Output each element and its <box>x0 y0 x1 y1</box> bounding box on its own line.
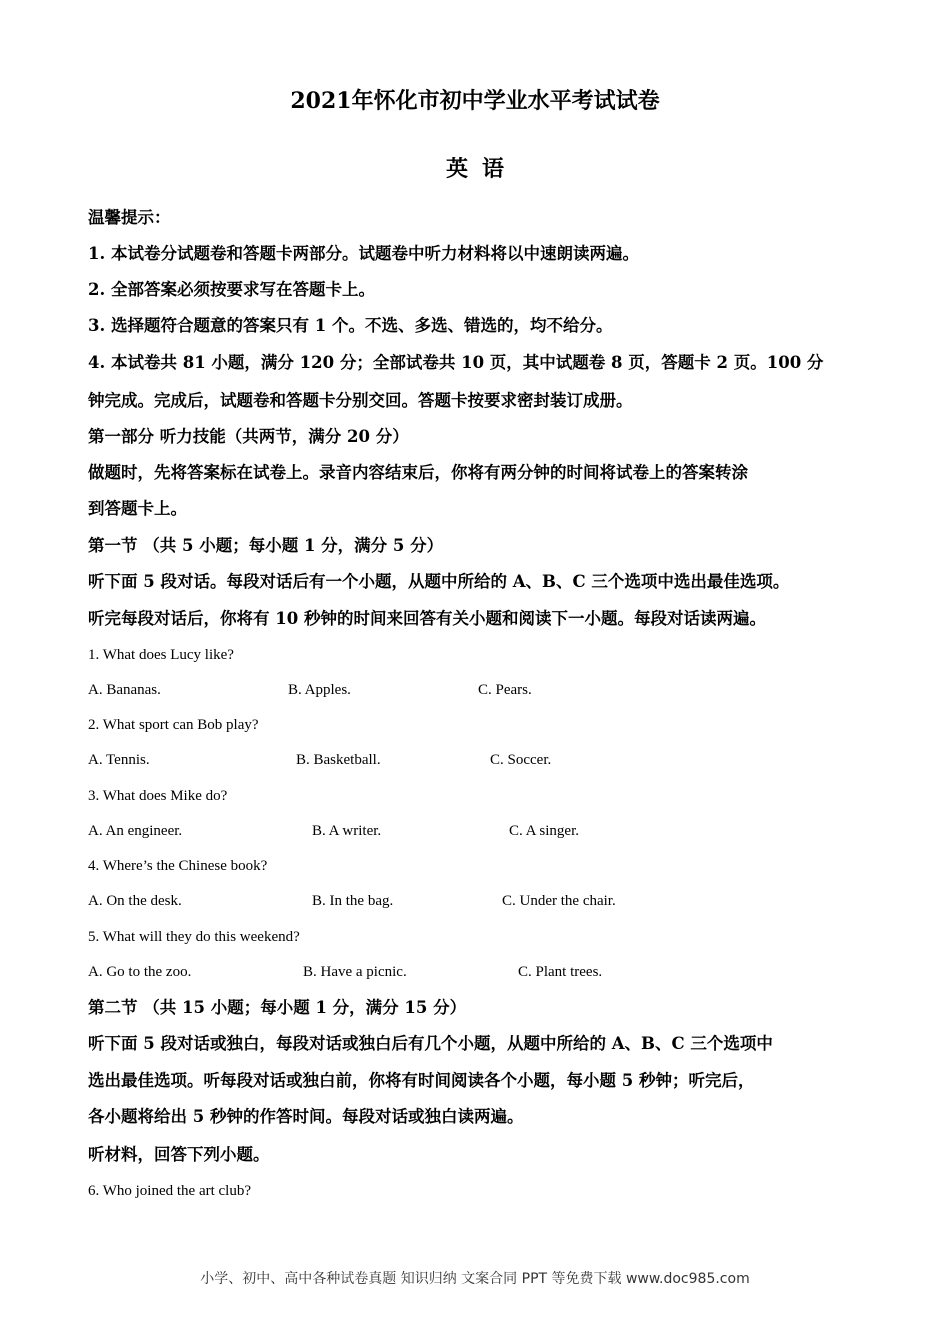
question-2: 2. What sport can Bob play? <box>88 717 259 733</box>
option-b: B. Have a picnic. <box>303 964 407 980</box>
option-b: B. Basketball. <box>296 752 381 768</box>
section2-prompt: 听材料，回答下列小题。 <box>88 1145 270 1164</box>
section2-desc: 选出最佳选项。听每段对话或独白前，你将有时间阅读各个小题，每小题 5 秒钟；听完后， <box>88 1071 755 1090</box>
section2-heading: 第二节 （共 15 小题；每小题 1 分，满分 15 分） <box>88 998 467 1017</box>
question-3: 3. What does Mike do? <box>88 788 228 804</box>
instructions-heading: 温馨提示： <box>88 208 171 227</box>
instruction-line: 钟完成。完成后，试题卷和答题卡分别交回。答题卡按要求密封装订成册。 <box>88 391 633 410</box>
section1-desc: 听完每段对话后，你将有 10 秒钟的时间来回答有关小题和阅读下一小题。每段对话读两遍。 <box>88 609 766 628</box>
option-c: C. Under the chair. <box>502 893 616 909</box>
question-1: 1. What does Lucy like? <box>88 647 234 663</box>
exam-title: 2021年怀化市初中学业水平考试试卷 <box>290 88 660 114</box>
part1-desc: 到答题卡上。 <box>88 499 187 518</box>
section1-heading: 第一节 （共 5 小题；每小题 1 分，满分 5 分） <box>88 536 444 555</box>
instruction-line: 3. 选择题符合题意的答案只有 1 个。不选、多选、错选的，均不给分。 <box>88 316 613 335</box>
option-c: C. A singer. <box>509 823 580 839</box>
option-a: A. An engineer. <box>88 823 183 839</box>
option-a: A. Go to the zoo. <box>88 964 192 980</box>
option-b: B. A writer. <box>312 823 382 839</box>
option-b: B. In the bag. <box>312 893 394 909</box>
section2-desc: 各小题将给出 5 秒钟的作答时间。每段对话或独白读两遍。 <box>88 1107 524 1126</box>
question-6: 6. Who joined the art club? <box>88 1183 252 1199</box>
question-5: 5. What will they do this weekend? <box>88 929 300 945</box>
part1-heading: 第一部分 听力技能（共两节，满分 20 分） <box>88 427 409 446</box>
question-4: 4. Where’s the Chinese book? <box>88 858 268 874</box>
instruction-line: 2. 全部答案必须按要求写在答题卡上。 <box>88 280 375 299</box>
option-a: A. Bananas. <box>88 682 161 698</box>
page-footer: 小学、初中、高中各种试卷真题 知识归纳 文案合同 PPT 等免费下载 www.doc985.com <box>200 1271 750 1287</box>
option-a: A. Tennis. <box>88 752 150 768</box>
section2-desc: 听下面 5 段对话或独白，每段对话或独白后有几个小题，从题中所给的 A、B、C 三个选项中 <box>88 1034 773 1053</box>
section1-desc: 听下面 5 段对话。每段对话后有一个小题，从题中所给的 A、B、C 三个选项中选出最佳选项。 <box>88 572 790 591</box>
exam-subject: 英语 <box>445 156 518 182</box>
option-c: C. Plant trees. <box>518 964 603 980</box>
option-c: C. Soccer. <box>490 752 552 768</box>
instruction-line: 1. 本试卷分试题卷和答题卡两部分。试题卷中听力材料将以中速朗读两遍。 <box>88 244 639 263</box>
instruction-line: 4. 本试卷共 81 小题，满分 120 分；全部试卷共 10 页，其中试题卷 8 页，答题卡 2 页。100 分 <box>88 353 824 372</box>
option-c: C. Pears. <box>478 682 532 698</box>
option-b: B. Apples. <box>288 682 351 698</box>
part1-desc: 做题时，先将答案标在试卷上。录音内容结束后，你将有两分钟的时间将试卷上的答案转涂 <box>88 463 748 482</box>
option-a: A. On the desk. <box>88 893 182 909</box>
